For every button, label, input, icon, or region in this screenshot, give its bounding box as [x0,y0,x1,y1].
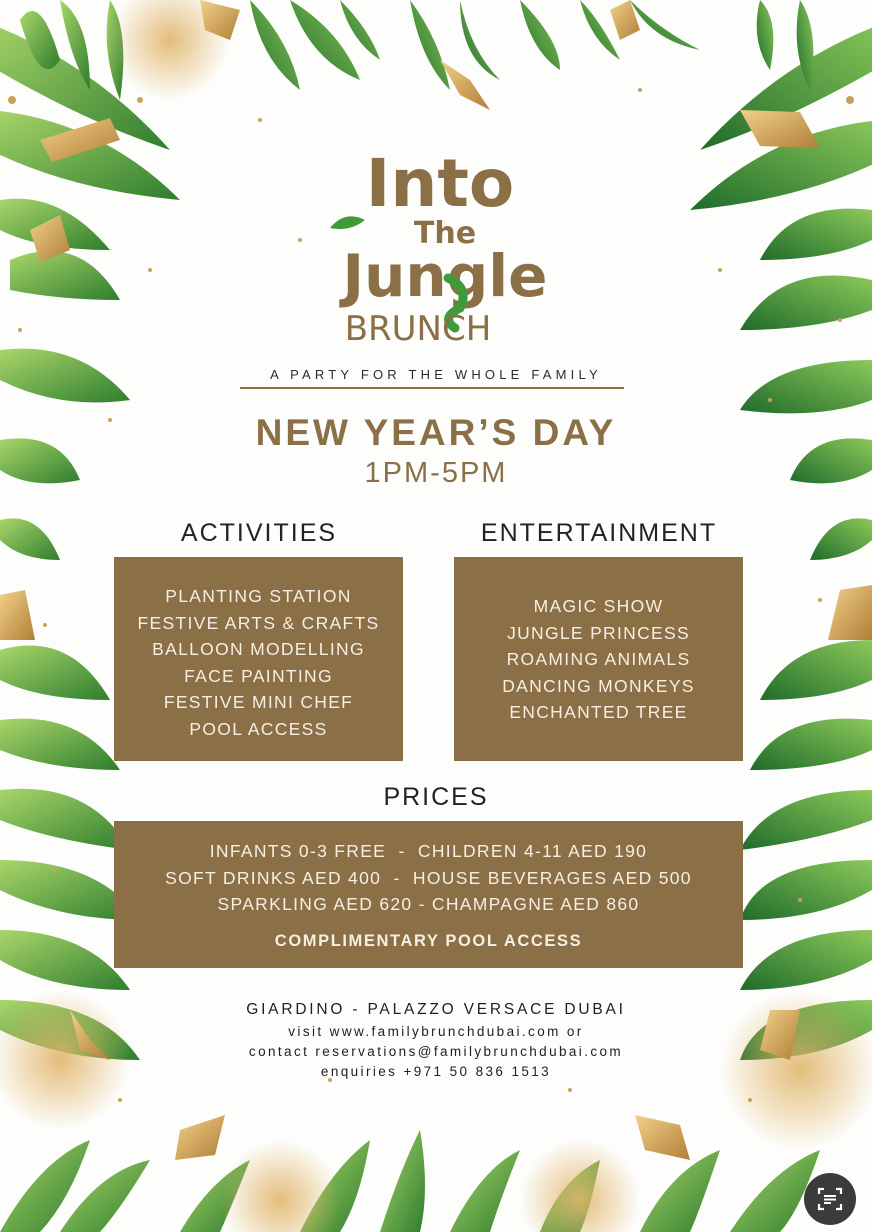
scan-text-icon [817,1186,843,1212]
scan-text-button[interactable] [804,1173,856,1225]
tagline: A PARTY FOR THE WHOLE FAMILY [270,367,602,382]
entertainment-list [454,557,743,726]
list-item: FESTIVE ARTS & CRAFTS [137,612,380,633]
venue-name: GIARDINO - PALAZZO VERSACE DUBAI [246,1001,626,1018]
list-item: DANCING MONKEYS [502,675,695,696]
leaf-icon [330,216,365,229]
price-line: SPARKLING AED 620 - CHAMPAGNE AED 860 [217,894,640,914]
prices-box [114,821,743,968]
logo-into: Into [365,145,515,222]
list-item: POOL ACCESS [189,718,328,739]
list-item: BALLOON MODELLING [152,639,365,659]
list-item: ROAMING ANIMALS [506,649,691,669]
list-item: FACE PAINTING [184,665,333,686]
prices-title: PRICES [383,783,489,811]
price-line: INFANTS 0-3 FREE - CHILDREN 4-11 AED 190 [209,841,648,861]
contact-phone[interactable]: enquiries +971 50 836 1513 [320,1064,552,1079]
logo-brunch: BRUNCH [344,309,492,348]
activities-title: ACTIVITIES [180,519,338,547]
list-item: JUNGLE PRINCESS [507,622,690,643]
logo-jungle: Jungle [342,242,548,310]
list-item: MAGIC SHOW [533,596,664,616]
complimentary-pool-access: COMPLIMENTARY POOL ACCESS [274,931,583,950]
event-date-heading: NEW YEAR’S DAY [255,412,617,453]
tagline-underline [240,387,624,389]
contact-email[interactable]: contact reservations@familybrunchdubai.com [248,1044,624,1059]
event-time: 1PM-5PM [364,457,508,489]
list-item: FESTIVE MINI CHEF [163,692,354,712]
website-link[interactable]: visit www.familybrunchdubai.com or [288,1024,584,1039]
activities-list [114,557,403,742]
list-item: ENCHANTED TREE [509,702,688,722]
into-the-jungle-logo [320,128,560,348]
list-item: PLANTING STATION [165,586,352,606]
activities-box [114,557,403,761]
price-line: SOFT DRINKS AED 400 - HOUSE BEVERAGES AED 500 [165,867,692,888]
entertainment-title: ENTERTAINMENT [480,519,718,547]
logo-the: The [413,216,477,251]
entertainment-box [454,557,743,761]
